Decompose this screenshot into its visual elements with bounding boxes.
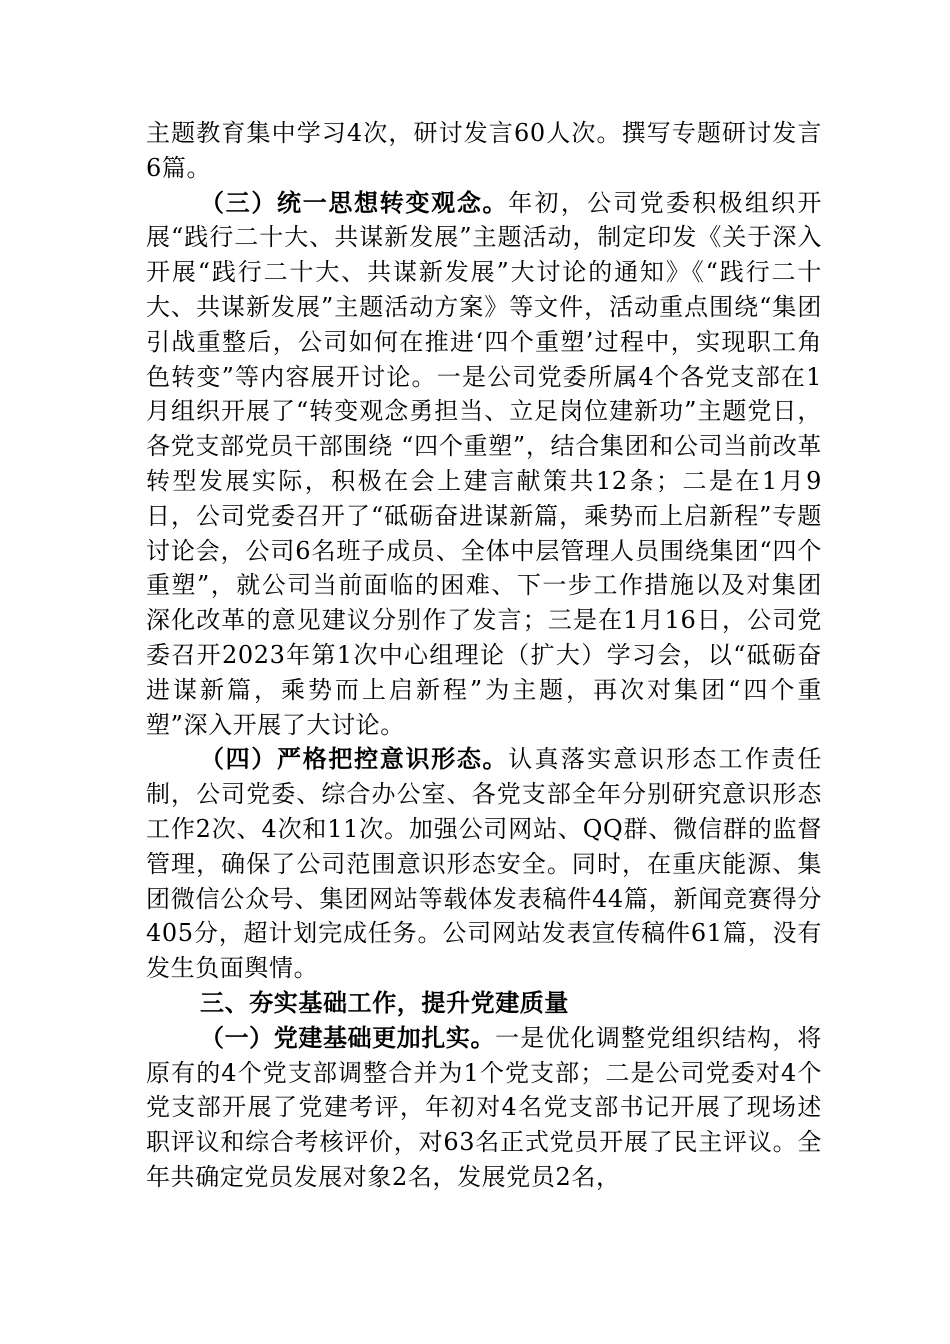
paragraph-subheading: （一）党建基础更加扎实。 <box>200 1023 496 1052</box>
document-page <box>146 116 822 1195</box>
paragraph-subheading: （四）严格把控意识形态。 <box>200 745 509 774</box>
paragraph-subheading: （三）统一思想转变观念。 <box>200 188 509 217</box>
paragraph-ideology-control <box>146 742 822 986</box>
paragraph-body: 一是优化调整党组织结构，将原有的4个党支部调整合并为1个党支部；二是公司党委对4个党支部开展了党建考评，年初对4名党支部书记开展了现场述职评议和综合考核评价，对63名正式党员开展了民主评议。全年共确定党员发展对象2名，发展党员2名， <box>146 1023 822 1191</box>
paragraph-party-foundation <box>146 1021 822 1195</box>
paragraph-study-summary <box>146 116 822 186</box>
paragraph-unify-thinking <box>146 186 822 743</box>
paragraph-body: 认真落实意识形态工作责任制，公司党委、综合办公室、各党支部全年分别研究意识形态工作2次、4次和11次。加强公司网站、QQ群、微信群的监督管理，确保了公司范围意识形态安全。同时，在重庆能源、集团微信公众号、集团网站等载体发表稿件44篇，新闻竞赛得分405分，超计划完成任务。公司网站发表宣传稿件61篇，没有发生负面舆情。 <box>146 745 823 983</box>
paragraph-body: 年初，公司党委积极组织开展“践行二十大、共谋新发展”主题活动，制定印发《关于深入开展“践行二十大、共谋新发展”大讨论的通知》《“践行二十大、共谋新发展”主题活动方案》等文件，活动重点围绕“集团引战重整后，公司如何在推进‘四个重塑’过程中，实现职工角色转变”等内容展开讨论。一是公司党委所属4个各党支部在1月组织开展了“转变观念勇担当、立足岗位建新功”主题党日，各党支部党员干部围绕 “四个重塑”，结合集团和公司当前改革转型发展实际，积极在会上建言献策共12条；二是在1月9日，公司党委召开了“砥砺奋进谋新篇，乘势而上启新程”专题讨论会，公司6名班子成员、全体中层管理人员围绕集团“四个重塑”，就公司当前面临的困难、下一步工作措施以及对集团深化改革的意见建议分别作了发言；三是在1月16日，公司党委召开2023年第1次中心组理论（扩大）学习会，以“砥砺奋进谋新篇，乘势而上启新程”为主题，再次对集团“四个重塑”深入开展了大讨论。 <box>146 188 823 739</box>
paragraph-body: 主题教育集中学习4次，研讨发言60人次。撰写专题研讨发言6篇。 <box>146 119 822 182</box>
section-heading: 三、夯实基础工作，提升党建质量 <box>200 988 569 1017</box>
